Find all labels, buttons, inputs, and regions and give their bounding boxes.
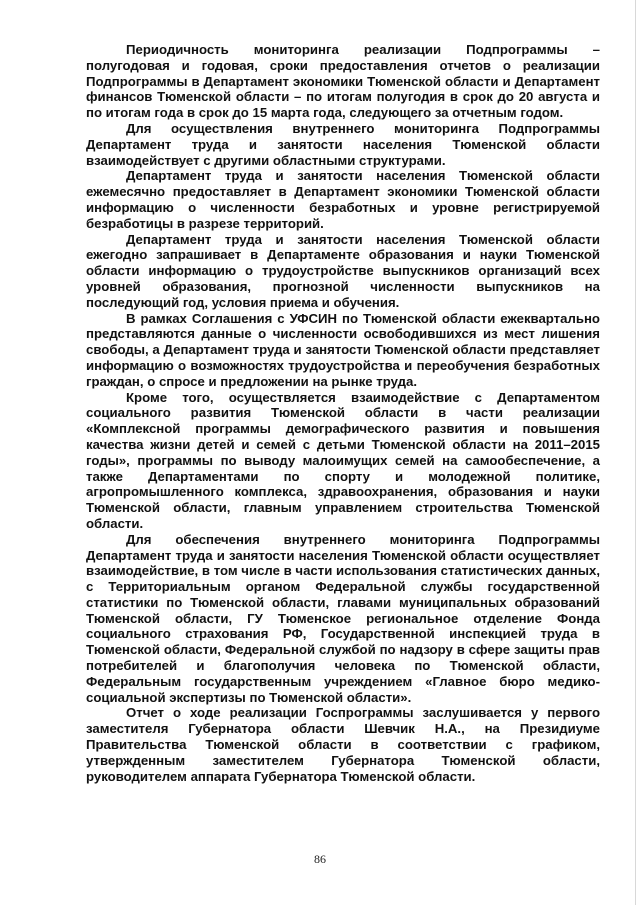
scan-edge-line <box>635 0 636 905</box>
paragraph-monthly-unemployment-info: Департамент труда и занятости населения Тюменской области ежемесячно предоставляет в Департамент экономики Тюменской области информацию о численности безработных и уровне регистрируемой безработицы в разрезе территорий. <box>86 168 600 231</box>
paragraph-monitoring-periodicity: Периодичность мониторинга реализации Подпрограммы – полугодовая и годовая, сроки предоставления отчетов о реализации Подпрограммы в Департамент экономики Тюменской области и Департамент финансов Тюменской области – по итогам полугодия в срок до 20 августа и по итогам года в срок до 15 марта года, следующего за отчетным годом. <box>86 42 600 121</box>
paragraph-ufsin-agreement: В рамках Соглашения с УФСИН по Тюменской области ежеквартально представляются данные о численности освободившихся из мест лишения свободы, а Департамент труда и занятости Тюменской области представляет информацию о возможностях трудоустройства и переобучения безработных граждан, о спросе и предложении на рынке труда. <box>86 310 600 389</box>
paragraph-graduates-info: Департамент труда и занятости населения Тюменской области ежегодно запрашивает в Департаменте образования и науки Тюменской области информацию о трудоустройстве выпускников организаций всех уровней образования, прогнозной численности выпускников на последующий год, условия приема и обучения. <box>86 231 600 310</box>
paragraph-social-development-cooperation: Кроме того, осуществляется взаимодействие с Департаментом социального развития Тюменской области в части реализации «Комплексной программы демографического развития и повышения качества жизни детей и семей с детьми Тюменской области на 2011–2015 годы», программы по выводу малоимущих семей на самообеспечение, а также Департаментами по спорту и молодежной политике, агропромышленного комплекса, здравоохранения, образования и науки Тюменской области, главным управлением строительства Тюменской области. <box>86 389 600 531</box>
paragraph-report-hearing: Отчет о ходе реализации Госпрограммы заслушивается у первого заместителя Губернатора области Шевчик Н.А., на Президиуме Правительства Тюменской области в соответствии с графиком, утвержденным заместителем Губернатора Тюменской области, руководителем аппарата Губернатора Тюменской области. <box>86 705 600 784</box>
paragraph-internal-monitoring: Для осуществления внутреннего мониторинга Подпрограммы Департамент труда и занятости населения Тюменской области взаимодействует с другими областными структурами. <box>86 120 600 168</box>
document-body <box>86 42 600 784</box>
page-number: 86 <box>314 852 326 866</box>
paragraph-statistics-cooperation: Для обеспечения внутреннего мониторинга Подпрограммы Департамент труда и занятости населения Тюменской области осуществляет взаимодействие, в том числе в части использования статистических данных, с Территориальным органом Федеральной службы государственной статистики по Тюменской области, главами муниципальных образований Тюменской области, ГУ Тюменское региональное отделение Фонда социального страхования РФ, Государственной инспекцией труда в Тюменской области, Федеральной службой по надзору в сфере защиты прав потребителей и благополучия человека по Тюменской области, Федеральным государственным учреждением «Главное бюро медико-социальной экспертизы по Тюменской области». <box>86 531 600 705</box>
